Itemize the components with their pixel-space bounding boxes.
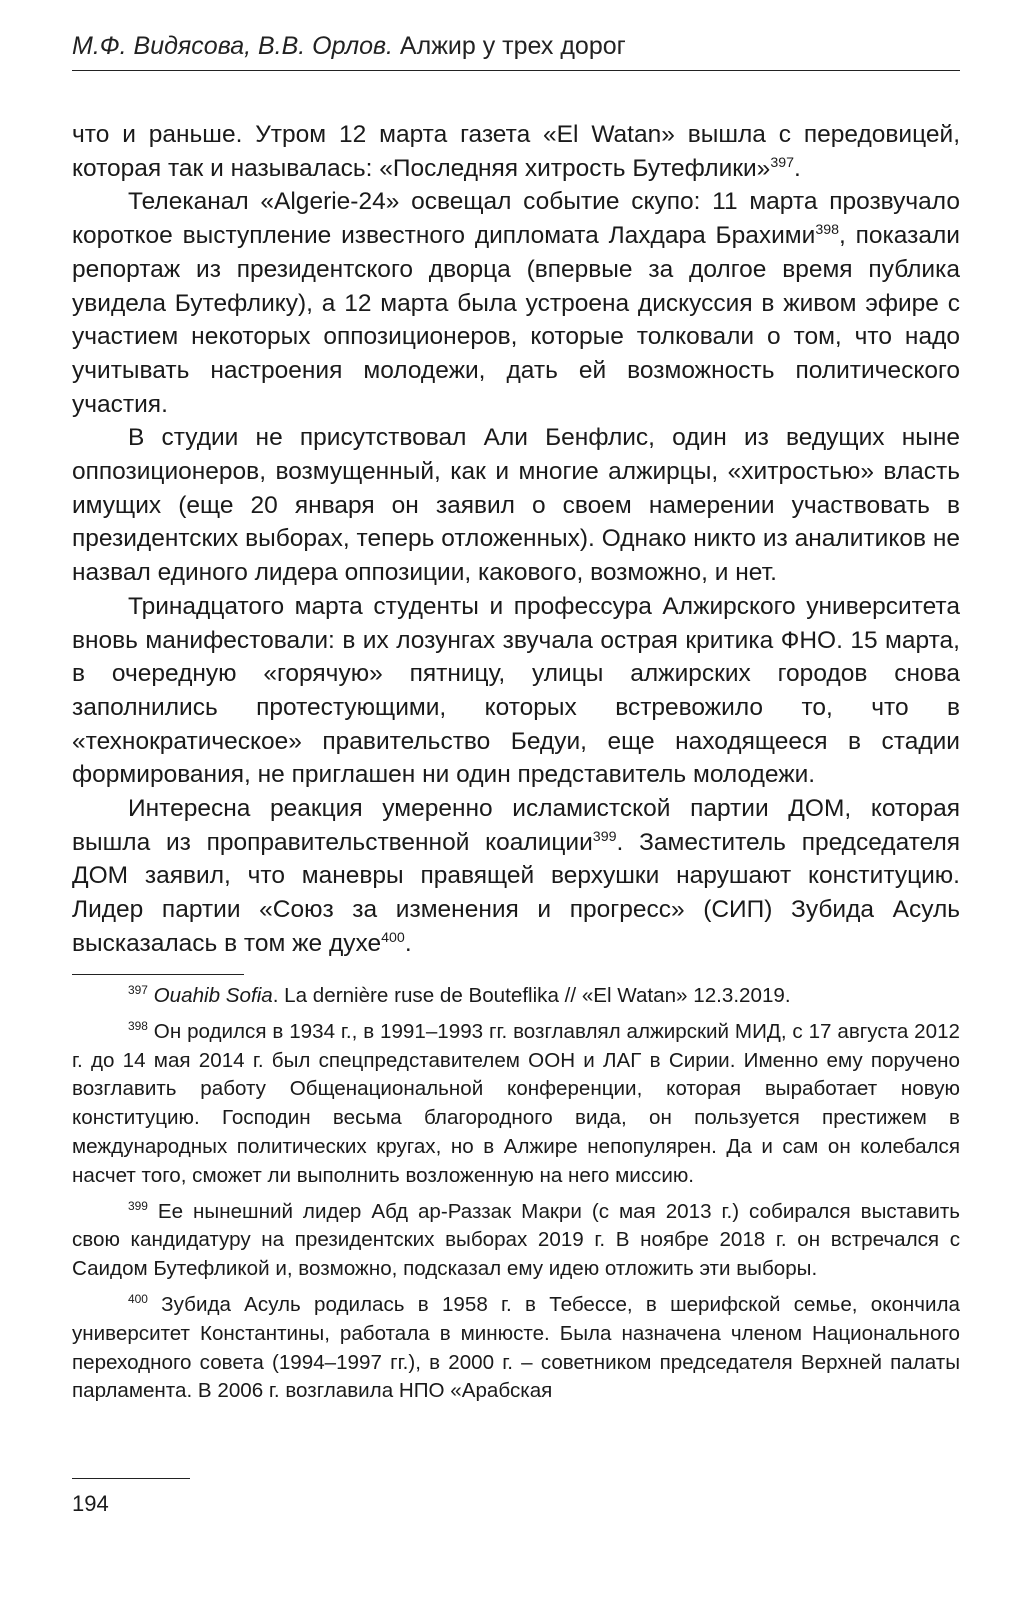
footnote: $^{399}$ Ее нынешний лидер Абд ар-Раззак Макри (с мая 2013 г.) собирался выставить свою кандидатуру на президентских выборах 2019 г. В ноябре 2018 г. он встречался с Саидом Бутефликой и, возможно, подсказал ему идею отложить эти выборы. bbox=[72, 1198, 960, 1281]
footnotes bbox=[72, 982, 960, 1413]
footnote-number: 397 bbox=[128, 983, 148, 998]
header-rule bbox=[72, 70, 960, 71]
page-number: 194 bbox=[72, 1491, 109, 1516]
paragraph: Интересна реакция умеренно исламистской партии ДОМ, которая вышла из проправительственной коалиции$^{399}$. Заместитель председателя ДОМ заявил, что маневры правящей верхушки нарушают конституцию. Лидер партии «Союз за изменения и прогресс» (СИП) Зубида Асуль высказалась в том же духе$^{400}$. bbox=[72, 795, 961, 957]
main-text bbox=[72, 118, 960, 961]
paragraph: Тринадцатого марта студенты и профессура Алжирского университета вновь манифестовали: в их лозунгах звучала острая критика ФНО. 15 марта, в очередную «горячую» пятницу, улицы алжирских городов снова заполнились протестующими, которых встревожило то, что в «технократическое» правительство Бедуи, еще находящееся в стадии формирования, не приглашен ни один представитель молодежи. bbox=[72, 592, 960, 789]
footnote-number: 399 bbox=[128, 1198, 148, 1213]
paragraph: что и раньше. Утром 12 марта газета «El Watan» вышла с передовицей, которая так и называлась: «Последняя хитрость Бутефлики»$^{397}$. bbox=[72, 121, 960, 182]
footnote: $^{398}$ Он родился в 1934 г., в 1991–1993 гг. возглавлял алжирский МИД, с 17 августа 2012 г. до 14 мая 2014 г. был спецпредставителем ООН и ЛАГ в Сирии. Именно ему поручено возглавить работу Общенациональной конференции, которая выработает новую конституцию. Господин весьма благородного вида, он пользуется престижем в международных политических кругах, но в Алжире непопулярен. Да и сам он колебался насчет того, сможет ли выполнить возложенную на него миссию. bbox=[72, 1018, 960, 1187]
footnote-ref: 399 bbox=[592, 828, 617, 845]
footnote-ref: 400 bbox=[381, 929, 405, 946]
footnote: $^{400}$ Зубида Асуль родилась в 1958 г. в Тебессе, в шерифской семье, окончила университет Константины, работала в минюсте. Была назначена членом Национального переходного совета (1994–1997 гг.), в 2000 г. – советником председателя Верхней палаты парламента. В 2006 г. возглавила НПО «Арабская bbox=[72, 1292, 960, 1403]
footnote: $^{397}$ Ouahib Sofia. La dernière ruse de Bouteflika // «El Watan» 12.3.2019. bbox=[128, 983, 791, 1007]
footnote-ref: 397 bbox=[770, 154, 795, 171]
footnote-ref: 398 bbox=[815, 221, 840, 238]
running-header bbox=[72, 28, 960, 64]
header-title: Алжир у трех дорог bbox=[392, 32, 626, 60]
paragraph: В студии не присутствовал Али Бенфлис, один из ведущих ныне оппозиционеров, возмущенный, как и многие алжирцы, «хитростью» власть имущих (еще 20 января он заявил о своем намерении участвовать в президентских выборах, теперь отложенных). Однако никто из аналитиков не назвал единого лидера оппозиции, каковогo, возможно, и нет. bbox=[72, 424, 960, 587]
footer-rule bbox=[72, 1478, 190, 1479]
footnote-separator bbox=[72, 974, 244, 975]
footnote-author: Ouahib Sofia bbox=[153, 984, 273, 1007]
footnote-number: 400 bbox=[128, 1292, 148, 1307]
footnote-number: 398 bbox=[128, 1018, 148, 1033]
header-authors: М.Ф. Видясова, В.В. Орлов. bbox=[72, 32, 393, 60]
paragraph: Телеканал «Algerie-24» освещал событие скупо: 11 марта прозвучало короткое выступление известного дипломата Лахдара Брахими$^{398}$, показали репортаж из президентского дворца (впервые за долгое время публика увидела Бутефлику), а 12 марта была устроена дискуссия в живом эфире с участием некоторых оппозиционеров, которые толковали о том, что надо учитывать настроения молодежи, дать ей возможность политического участия. bbox=[72, 188, 960, 418]
